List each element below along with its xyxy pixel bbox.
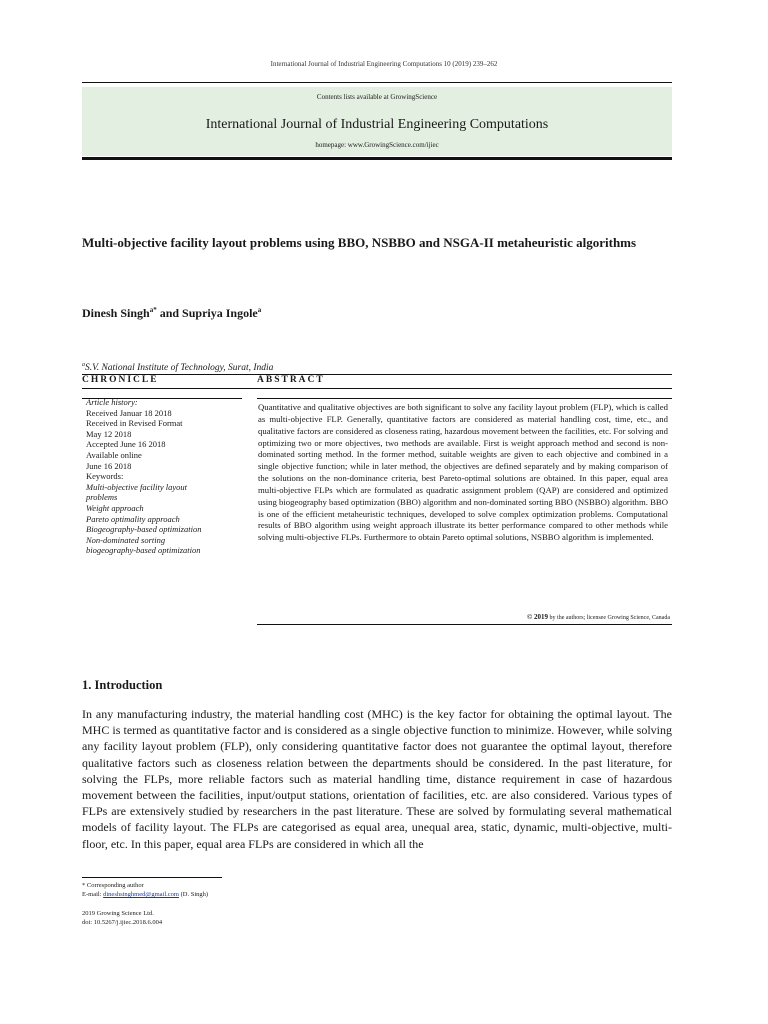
- copyright-line: [527, 613, 670, 621]
- abstract-text: Quantitative and qualitative objectives are both significant to solve any facility layout problem (FLP), which is called as multi-objective FLP. Generally, quantitative factors are considered as material handling cost, time, etc., and qualitative factors are considered as closeness rating, hazardous movement between the facilities, etc. For solving and optimizing two or more objectives, two methods are available. First is weight approach method and second is non-dominated sorting method. In the former method, suitable weights are given to each objective and combined in a single objective function; while in later method, the objectives are defined separately and by making comparison of the solutions on the non-dominance criteria, best Pareto-optimal solutions are obtained. In this paper, equal area multi-objective FLPs which are formulated as quadratic assignment problem (QAP) are considered and optimized using biogeography based optimization (BBO) algorithm and non-dominated sorting BBO (NSBBO) algorithm. BBO is one of the efficient metaheuristic techniques, developed to solve complex optimization problems. Computational results of BBO algorithm using weight approach illustrate its better performance compared to other methods while solving multi-objective FLPs. Furthermore to obtain Pareto optimal solutions, NSBBO algorithm is implemented.: [258, 402, 668, 543]
- author-1: Dinesh Singh: [82, 306, 150, 320]
- footnote-rule: [82, 877, 222, 878]
- paper-title: Multi-objective facility layout problems using BBO, NSBBO and NSGA-II metaheuristic algorithms: [82, 235, 637, 250]
- affiliation-rule: [82, 374, 672, 375]
- abstract-label: ABSTRACT: [257, 375, 325, 385]
- email-link[interactable]: dineshsinghmed@gmail.com: [103, 891, 179, 898]
- history-line: biogeography-based optimization: [86, 545, 201, 556]
- banner-bottom-rule: [82, 157, 672, 160]
- contents-line: Contents lists available at GrowingScience: [316, 93, 438, 101]
- affiliation-text: S.V. National Institute of Technology, Surat, India: [85, 363, 274, 374]
- section-label-rule: [82, 388, 672, 389]
- history-line: May 12 2018: [86, 428, 132, 439]
- chronicle-label: CHRONICLE: [82, 375, 159, 385]
- affiliation: [82, 362, 273, 373]
- history-line: June 16 2018: [86, 460, 132, 471]
- history-line: Received Januar 18 2018: [86, 407, 172, 418]
- history-line: Weight approach: [86, 502, 144, 513]
- copyright-text: by the authors; licensee Growing Science, Canada: [548, 615, 670, 621]
- corresponding-author: * Corresponding author: [82, 882, 144, 889]
- footnote: [82, 881, 208, 899]
- publisher-line: 2019 Growing Science Ltd.: [82, 910, 154, 917]
- author-2: and Supriya Ingole: [156, 306, 258, 320]
- copyright-year: © 2019: [527, 613, 549, 621]
- history-line: Available online: [86, 449, 142, 460]
- history-line: Multi-objective facility layout: [86, 481, 188, 492]
- affiliation-sup: a: [82, 362, 85, 368]
- history-line: Accepted June 16 2018: [86, 439, 166, 450]
- author-1-sup: a*: [149, 306, 157, 314]
- article-history: [86, 397, 241, 556]
- history-line: Article history:: [86, 397, 138, 407]
- email-suffix: (D. Singh): [178, 891, 209, 898]
- journal-name: International Journal of Industrial Engineering Computations: [205, 117, 549, 132]
- homepage-link[interactable]: homepage: www.GrowingScience.com/ijiec: [315, 141, 439, 149]
- history-line: Non-dominated sorting: [86, 534, 166, 545]
- history-line: Keywords:: [86, 471, 124, 482]
- journal-banner: [82, 87, 672, 156]
- email-line: [82, 890, 208, 899]
- history-line: problems: [86, 492, 118, 503]
- copyright-rule: [257, 624, 672, 625]
- section-heading-introduction: 1. Introduction: [82, 678, 163, 692]
- history-line: Pareto optimality approach: [86, 513, 180, 524]
- doi-block: [82, 909, 162, 927]
- author-2-sup: a: [257, 306, 262, 314]
- history-line: Biogeography-based optimization: [86, 524, 202, 535]
- running-head: International Journal of Industrial Engineering Computations 10 (2019) 239–262: [270, 60, 498, 68]
- history-line: Received in Revised Format: [86, 418, 183, 429]
- top-rule: [82, 82, 672, 83]
- doi-line[interactable]: doi: 10.5267/j.ijiec.2018.6.004: [82, 919, 163, 926]
- author-list: [82, 306, 261, 321]
- introduction-text: In any manufacturing industry, the material handling cost (MHC) is the key factor for obtaining the optimal layout. The MHC is termed as quantitative factor and is considered as a single objective function to minimize. However, while solving any facility layout problem (FLP), only considering quantitative factor does not guarantee the optimal layout, therefore qualitative factors such as closeness relation between the departments should be considered. In the past literature, for solving the FLPs, more reliable factors such as material handling time, distance requirement in case of hazardous movement between the facilities, input/output stations, orientation of facilities, etc. are also considered. Various types of FLPs are extensively studied by researchers in the past literature. These are solved by formulating several mathematical models of facility layout. The FLPs are categorised as equal area, unequal area, static, dynamic, multi-objective, multi-floor, etc. In this paper, equal area FLPs are considered in which all the: [82, 707, 672, 851]
- abstract-rule: [257, 398, 672, 399]
- email-label: E-mail:: [82, 891, 104, 898]
